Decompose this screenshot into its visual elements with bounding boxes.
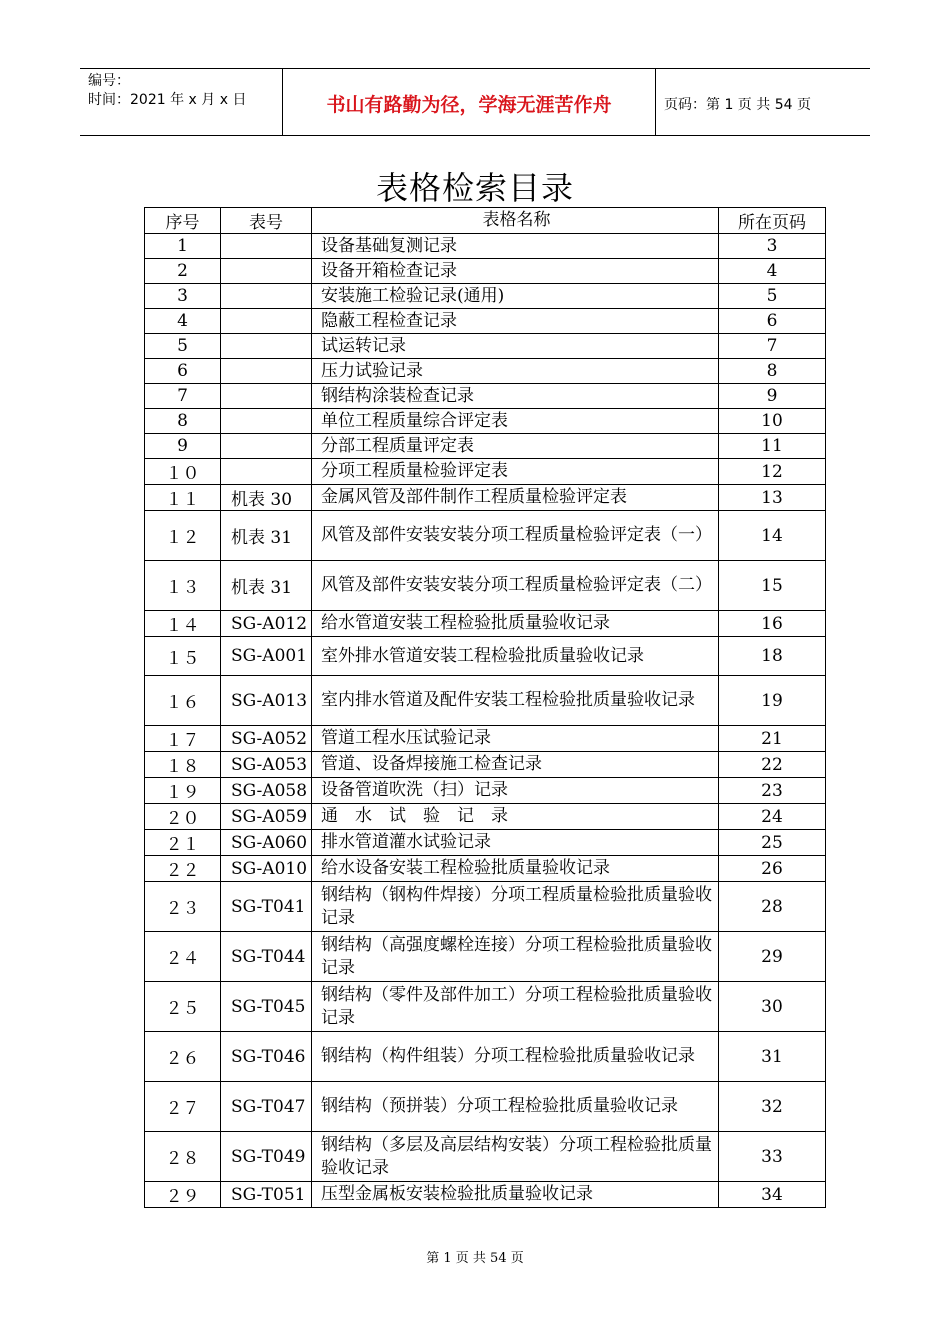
page-cell: 16 [719,611,826,637]
header-motto: 书山有路勤为径，学海无涯苦作舟 [326,94,612,116]
document-title: 表格检索目录 [375,169,574,207]
form-code-cell: SG-A001 [221,637,312,676]
table-row [145,982,826,1032]
table-row [145,409,826,434]
form-name-cell: 分项工程质量检验评定表 [312,459,719,485]
page-cell: 9 [719,384,826,409]
table-row [145,384,826,409]
page-cell: 19 [719,676,826,726]
serial-cell: ２６ [145,1032,221,1082]
form-name-cell: 单位工程质量综合评定表 [312,409,719,434]
serial-cell: ２０ [145,804,221,830]
form-name-cell: 给水管道安装工程检验批质量验收记录 [312,611,719,637]
table-row [145,830,826,856]
form-code-cell: 机表 31 [221,511,312,561]
table-row [145,804,826,830]
page-cell: 8 [719,359,826,384]
form-name-cell: 金属风管及部件制作工程质量检验评定表 [312,485,719,511]
form-name-cell: 排水管道灌水试验记录 [312,830,719,856]
page-cell: 30 [719,982,826,1032]
page-footer: 第 1 页 共 54 页 [426,1251,524,1266]
form-name-cell: 管道、设备焊接施工检查记录 [312,752,719,778]
serial-cell: 8 [145,409,221,434]
page-cell: 5 [719,284,826,309]
form-code-cell: SG-T044 [221,932,312,982]
form-code-cell: SG-T047 [221,1082,312,1132]
serial-cell: ２８ [145,1132,221,1182]
form-name-cell: 压力试验记录 [312,359,719,384]
serial-cell: 5 [145,334,221,359]
form-code-cell: SG-A053 [221,752,312,778]
serial-cell: 2 [145,259,221,284]
page-cell: 25 [719,830,826,856]
header-top-rule [80,68,870,69]
form-code-cell: SG-A052 [221,726,312,752]
table-row [145,434,826,459]
form-name-cell: 分部工程质量评定表 [312,434,719,459]
table-row [145,882,826,932]
serial-cell: ２７ [145,1082,221,1132]
table-row [145,309,826,334]
page-cell: 6 [719,309,826,334]
header-bottom-rule [80,135,870,136]
form-name-cell: 通 水 试 验 记 录 [312,804,719,830]
serial-cell: １８ [145,752,221,778]
form-name-cell: 设备基础复测记录 [312,234,719,259]
code-label: 编号： [88,73,130,89]
page-cell: 34 [719,1182,826,1208]
serial-cell: ２３ [145,882,221,932]
serial-cell: １５ [145,637,221,676]
serial-cell: １１ [145,485,221,511]
form-code-cell: SG-A012 [221,611,312,637]
header-serial: 序号 [145,208,221,234]
form-code-cell: SG-T051 [221,1182,312,1208]
serial-cell: １０ [145,459,221,485]
form-code-cell [221,434,312,459]
page-cell: 14 [719,511,826,561]
form-name-cell: 室外排水管道安装工程检验批质量验收记录 [312,637,719,676]
serial-cell: １９ [145,778,221,804]
form-name-cell: 钢结构（构件组装）分项工程检验批质量验收记录 [312,1032,719,1082]
serial-cell: ２１ [145,830,221,856]
form-code-cell: SG-T041 [221,882,312,932]
table-header-row [145,208,826,234]
table-row [145,856,826,882]
form-name-cell: 风管及部件安装安装分项工程质量检验评定表（二） [312,561,719,611]
table-row [145,511,826,561]
table-row [145,778,826,804]
form-name-cell: 钢结构（高强度螺栓连接）分项工程检验批质量验收记录 [312,932,719,982]
serial-cell: ２２ [145,856,221,882]
header-form-code: 表号 [221,208,312,234]
form-code-cell: SG-A010 [221,856,312,882]
form-code-cell: SG-A059 [221,804,312,830]
form-code-cell: SG-T046 [221,1032,312,1082]
form-name-cell: 钢结构（多层及高层结构安装）分项工程检验批质量验收记录 [312,1132,719,1182]
form-name-cell: 风管及部件安装安装分项工程质量检验评定表（一） [312,511,719,561]
serial-cell: 7 [145,384,221,409]
form-name-cell: 安装施工检验记录(通用) [312,284,719,309]
page-cell: 22 [719,752,826,778]
form-name-cell: 隐蔽工程检查记录 [312,309,719,334]
page-cell: 13 [719,485,826,511]
serial-cell: ２９ [145,1182,221,1208]
form-name-cell: 给水设备安装工程检验批质量验收记录 [312,856,719,882]
table-row [145,1032,826,1082]
serial-cell: ２４ [145,932,221,982]
table-row [145,1182,826,1208]
form-name-cell: 试运转记录 [312,334,719,359]
serial-cell: 3 [145,284,221,309]
page-cell: 11 [719,434,826,459]
table-row [145,1082,826,1132]
serial-cell: 6 [145,359,221,384]
page-cell: 26 [719,856,826,882]
form-code-cell: SG-A060 [221,830,312,856]
page-cell: 18 [719,637,826,676]
form-name-cell: 设备管道吹洗（扫）记录 [312,778,719,804]
page-cell: 7 [719,334,826,359]
table-row [145,359,826,384]
serial-cell: １４ [145,611,221,637]
header-form-name: 表格名称 [312,208,719,234]
page-cell: 24 [719,804,826,830]
header-divider [655,68,656,136]
form-name-cell: 室内排水管道及配件安装工程检验批质量验收记录 [312,676,719,726]
page-cell: 32 [719,1082,826,1132]
form-name-cell: 钢结构（钢构件焊接）分项工程质量检验批质量验收记录 [312,882,719,932]
serial-cell: １２ [145,511,221,561]
form-code-cell [221,259,312,284]
index-table [144,207,826,1208]
form-code-cell [221,459,312,485]
serial-cell: １６ [145,676,221,726]
page-cell: 29 [719,932,826,982]
form-code-cell [221,334,312,359]
serial-cell: 1 [145,234,221,259]
table-row [145,459,826,485]
header-page: 所在页码 [719,208,826,234]
page-cell: 21 [719,726,826,752]
page-cell: 12 [719,459,826,485]
table-row [145,234,826,259]
form-code-cell [221,409,312,434]
form-code-cell: SG-A058 [221,778,312,804]
page-cell: 33 [719,1132,826,1182]
form-code-cell [221,359,312,384]
form-code-cell [221,309,312,334]
form-name-cell: 钢结构涂装检查记录 [312,384,719,409]
table-row [145,726,826,752]
page-cell: 28 [719,882,826,932]
form-name-cell: 钢结构（预拼装）分项工程检验批质量验收记录 [312,1082,719,1132]
form-code-cell: 机表 31 [221,561,312,611]
serial-cell: ２５ [145,982,221,1032]
serial-cell: 4 [145,309,221,334]
page-cell: 3 [719,234,826,259]
table-row [145,334,826,359]
form-name-cell: 压型金属板安装检验批质量验收记录 [312,1182,719,1208]
form-code-cell [221,384,312,409]
header-page-info: 页码：第 1 页 共 54 页 [664,97,811,113]
page-cell: 23 [719,778,826,804]
table-row [145,932,826,982]
table-row [145,676,826,726]
form-code-cell: SG-A013 [221,676,312,726]
header-meta [88,72,246,110]
page-cell: 4 [719,259,826,284]
table-row [145,561,826,611]
serial-cell: １３ [145,561,221,611]
form-code-cell: 机表 30 [221,485,312,511]
table-body [145,234,826,1208]
table-row [145,752,826,778]
serial-cell: 9 [145,434,221,459]
page-cell: 15 [719,561,826,611]
form-code-cell: SG-T049 [221,1132,312,1182]
table-row [145,1132,826,1182]
serial-cell: １７ [145,726,221,752]
form-name-cell: 管道工程水压试验记录 [312,726,719,752]
table-row [145,485,826,511]
time-label: 时间：2021 年 x 月 x 日 [88,92,247,108]
form-code-cell [221,284,312,309]
page-cell: 31 [719,1032,826,1082]
table-row [145,259,826,284]
table-row [145,611,826,637]
form-code-cell [221,234,312,259]
form-name-cell: 钢结构（零件及部件加工）分项工程检验批质量验收记录 [312,982,719,1032]
table-row [145,284,826,309]
form-code-cell: SG-T045 [221,982,312,1032]
page-cell: 10 [719,409,826,434]
table-row [145,637,826,676]
form-name-cell: 设备开箱检查记录 [312,259,719,284]
